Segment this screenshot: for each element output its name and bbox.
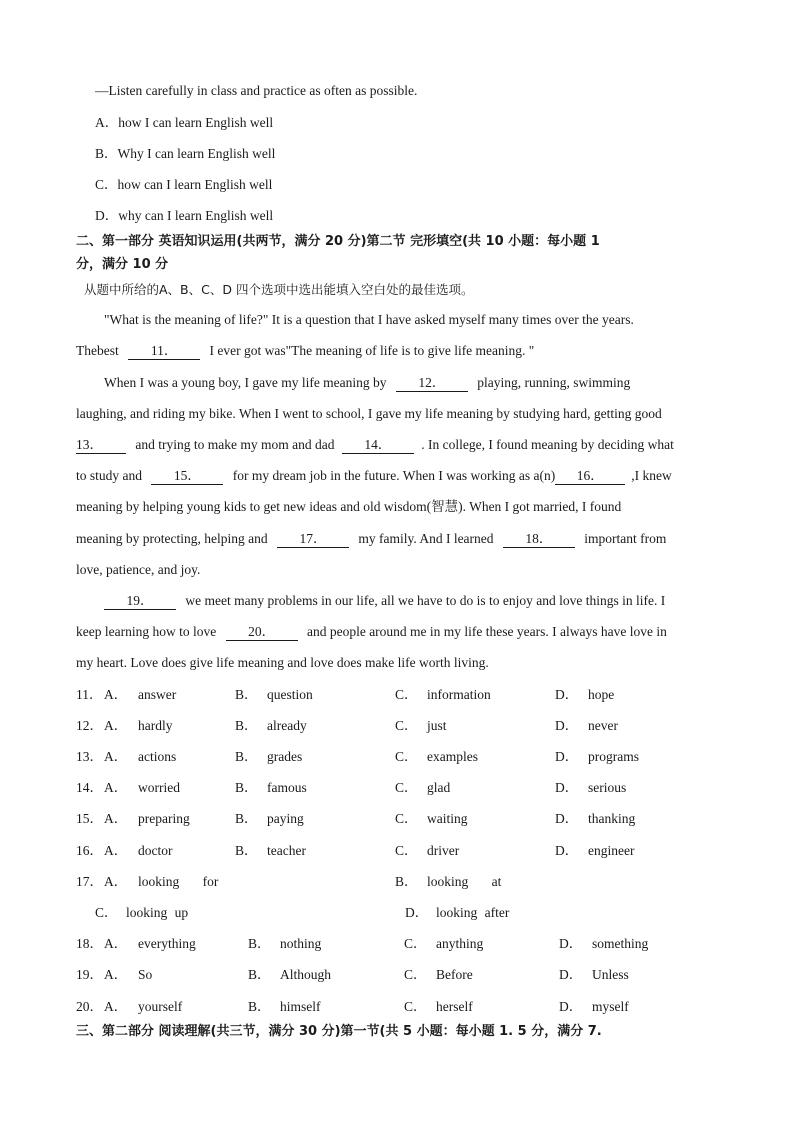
passage-p3-line1 xyxy=(104,592,665,610)
passage-p1-line2 xyxy=(76,342,534,360)
blank-12: 12． xyxy=(396,375,468,392)
option-b: question xyxy=(267,687,313,702)
blank-18: 18． xyxy=(503,531,575,548)
blank-19: 19． xyxy=(104,593,176,610)
option-letter: B． xyxy=(235,718,258,733)
option-c: driver xyxy=(427,843,460,858)
option-a: answer xyxy=(138,687,177,702)
option-letter: D． xyxy=(559,967,583,982)
option-letter: B． xyxy=(235,687,258,702)
question-number: 11． xyxy=(76,687,103,702)
option-a: doctor xyxy=(138,843,173,858)
option-letter: A． xyxy=(104,843,128,858)
option-c: herself xyxy=(436,999,473,1014)
option-letter: B． xyxy=(248,999,271,1014)
passage-p3-line3: my heart. Love does give life meaning and love does make life worth living. xyxy=(76,655,489,670)
section2-heading-line2: 分，满分 10 分 xyxy=(76,257,169,272)
passage-text: and people around me in my life these years. I always have love in xyxy=(306,624,667,639)
option-c: examples xyxy=(427,749,478,764)
option-letter: D． xyxy=(555,687,579,702)
blank-14: 14． xyxy=(342,437,414,454)
passage-p2-line5: meaning by helping young kids to get new ideas and old wisdom(智慧). When I got married, I found xyxy=(76,499,622,514)
q10-option-c: C．how can I learn English well xyxy=(95,177,273,192)
passage-p2-line7: love, patience, and joy. xyxy=(76,562,201,577)
question-number: 12． xyxy=(76,718,103,733)
question-number: 20． xyxy=(76,999,103,1014)
option-c: Before xyxy=(436,967,473,982)
passage-p3-line2 xyxy=(76,623,667,641)
question-number: 19． xyxy=(76,967,103,982)
option-letter: A． xyxy=(104,999,128,1014)
option-letter: A． xyxy=(104,718,128,733)
blank-20: 20． xyxy=(226,624,298,641)
option-d: serious xyxy=(588,780,627,795)
passage-text: for my dream job in the future. When I was working as a(n) xyxy=(232,468,556,483)
option-c: information xyxy=(427,687,491,702)
passage-text: keep learning how to love xyxy=(76,624,217,639)
passage-p2-line3 xyxy=(76,436,674,454)
option-letter: A． xyxy=(104,749,128,764)
option-b: Although xyxy=(280,967,332,982)
option-b: looking at xyxy=(427,874,502,889)
passage-text: and trying to make my mom and dad xyxy=(135,437,335,452)
option-a: yourself xyxy=(138,999,183,1014)
section2-instruction: 从题中所给的A、B、C、D 四个选项中选出能填入空白处的最佳选项。 xyxy=(84,282,474,297)
option-letter: D． xyxy=(555,811,579,826)
passage-text: Thebest xyxy=(76,343,119,358)
passage-text: playing, running, swimming xyxy=(477,375,631,390)
question-number: 13． xyxy=(76,749,103,764)
passage-text: I ever got was"The meaning of life is to give life meaning. " xyxy=(209,343,535,358)
option-d: engineer xyxy=(588,843,635,858)
passage-text: my family. And I learned xyxy=(358,531,494,546)
option-letter: A． xyxy=(104,687,128,702)
q10-option-d: D．why can I learn English well xyxy=(95,208,274,223)
option-d: something xyxy=(592,936,649,951)
question-number: 16． xyxy=(76,843,103,858)
option-letter: B． xyxy=(248,936,271,951)
blank-13: 13． xyxy=(76,437,126,454)
option-letter: C． xyxy=(395,749,418,764)
option-letter: C． xyxy=(395,780,418,795)
passage-p2-line4 xyxy=(76,467,672,485)
passage-p1-line1: "What is the meaning of life?" It is a question that I have asked myself many times over the years. xyxy=(104,312,634,327)
blank-15: 15． xyxy=(151,468,223,485)
option-letter: A． xyxy=(104,811,128,826)
option-b: himself xyxy=(280,999,321,1014)
option-letter: D． xyxy=(559,936,583,951)
q10-option-b: B．Why I can learn English well xyxy=(95,146,276,161)
option-c: glad xyxy=(427,780,451,795)
option-letter: C． xyxy=(395,687,418,702)
option-letter: B． xyxy=(235,749,258,764)
option-c: just xyxy=(427,718,447,733)
question-number: 17． xyxy=(76,874,103,889)
option-b: famous xyxy=(267,780,307,795)
question-number: 14． xyxy=(76,780,103,795)
option-letter: C． xyxy=(404,999,427,1014)
passage-p2-line6 xyxy=(76,530,666,548)
option-letter: B． xyxy=(235,811,258,826)
q10-answer-line: —Listen carefully in class and practice as often as possible. xyxy=(95,83,418,98)
option-d: thanking xyxy=(588,811,636,826)
option-letter: C． xyxy=(395,843,418,858)
blank-11: 11． xyxy=(128,343,200,360)
option-d: myself xyxy=(592,999,629,1014)
option-c: anything xyxy=(436,936,484,951)
option-letter: C． xyxy=(404,967,427,982)
passage-text: important from xyxy=(584,531,667,546)
question-number: 15． xyxy=(76,811,103,826)
option-b: grades xyxy=(267,749,303,764)
option-letter: A． xyxy=(104,780,128,795)
option-letter: C． xyxy=(395,718,418,733)
passage-p2-line2: laughing, and riding my bike. When I went to school, I gave my life meaning by studying hard, getting good xyxy=(76,406,662,421)
question-number: 18． xyxy=(76,936,103,951)
option-letter: D． xyxy=(555,780,579,795)
blank-16: 16． xyxy=(555,468,625,485)
option-letter: B． xyxy=(395,874,418,889)
option-letter: C． xyxy=(95,905,118,920)
section3-heading: 三、第二部分 阅读理解(共三节，满分 30 分)第一节(共 5 小题：每小题 1. 5 分，满分 7. xyxy=(76,1024,602,1039)
option-a: So xyxy=(138,967,153,982)
option-a: looking for xyxy=(138,874,219,889)
section2-heading-line1: 二、第一部分 英语知识运用(共两节，满分 20 分)第二节 完形填空(共 10 小题：每小题 1 xyxy=(76,234,600,249)
option-d: programs xyxy=(588,749,639,764)
option-a: everything xyxy=(138,936,196,951)
passage-text: meaning by protecting, helping and xyxy=(76,531,268,546)
option-letter: D． xyxy=(555,718,579,733)
option-letter: B． xyxy=(235,843,258,858)
option-letter: D． xyxy=(405,905,429,920)
option-letter: B． xyxy=(235,780,258,795)
option-letter: A． xyxy=(104,936,128,951)
option-b: already xyxy=(267,718,307,733)
option-letter: A． xyxy=(104,967,128,982)
option-letter: D． xyxy=(559,999,583,1014)
option-b: paying xyxy=(267,811,304,826)
passage-text: we meet many problems in our life, all we have to do is to enjoy and love things in life. I xyxy=(185,593,666,608)
passage-text: When I was a young boy, I gave my life meaning by xyxy=(104,375,387,390)
passage-text: ,I knew xyxy=(631,468,672,483)
option-d: looking after xyxy=(436,905,510,920)
blank-17: 17． xyxy=(277,531,349,548)
option-a: hardly xyxy=(138,718,173,733)
option-a: preparing xyxy=(138,811,190,826)
option-c: looking up xyxy=(126,905,189,920)
option-d: never xyxy=(588,718,618,733)
option-letter: B． xyxy=(248,967,271,982)
option-a: worried xyxy=(138,780,180,795)
option-c: waiting xyxy=(427,811,468,826)
option-b: teacher xyxy=(267,843,306,858)
q10-option-a: A．how I can learn English well xyxy=(95,115,274,130)
option-letter: A． xyxy=(104,874,128,889)
option-letter: C． xyxy=(395,811,418,826)
option-d: Unless xyxy=(592,967,629,982)
option-b: nothing xyxy=(280,936,322,951)
passage-text: . In college, I found meaning by deciding what xyxy=(421,437,674,452)
option-d: hope xyxy=(588,687,615,702)
passage-p2-line1 xyxy=(104,374,630,392)
option-letter: D． xyxy=(555,749,579,764)
option-letter: C． xyxy=(404,936,427,951)
passage-text: to study and xyxy=(76,468,142,483)
option-a: actions xyxy=(138,749,177,764)
option-letter: D． xyxy=(555,843,579,858)
